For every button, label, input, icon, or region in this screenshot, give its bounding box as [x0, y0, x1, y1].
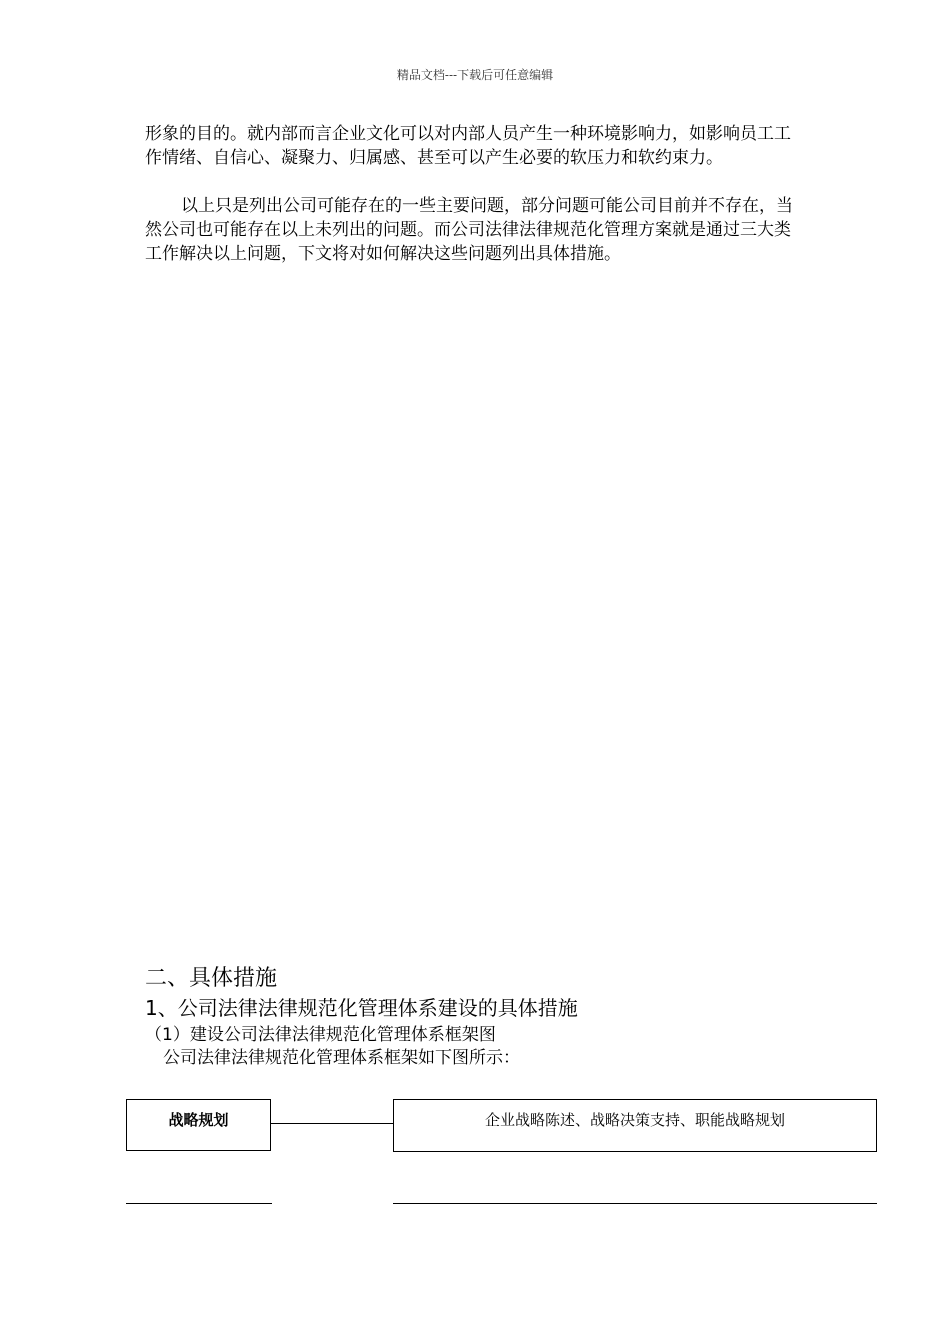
diagram-box-strategy	[126, 1099, 271, 1151]
section-subheading: 1、公司法律法律规范化管理体系建设的具体措施	[145, 996, 578, 1020]
section-item-heading: （1）建设公司法律法律规范化管理体系框架图	[145, 1025, 496, 1045]
paragraph-text: 形象的目的。就内部而言企业文化可以对内部人员产生一种环境影响力，如影响员工工作情绪、自信心、凝聚力、归属感、甚至可以产生必要的软压力和软约束力。	[145, 124, 791, 168]
paragraph-text: 以上只是列出公司可能存在的一些主要问题，部分问题可能公司目前并不存在，当然公司也可能存在以上未列出的问题。而公司法律法律规范化管理方案就是通过三大类工作解决以上问题，下文将对如何解决这些问题列出具体措施。	[145, 196, 793, 264]
body-paragraph-1	[145, 122, 797, 170]
diagram-box-label: 战略规划	[168, 1111, 229, 1129]
diagram-box-strategy-detail	[393, 1099, 877, 1152]
section-heading: 二、具体措施	[145, 966, 278, 991]
diagram-box-label: 企业战略陈述、战略决策支持、职能战略规划	[484, 1111, 785, 1129]
diagram-next-box-top-right	[393, 1203, 877, 1204]
body-paragraph-2	[145, 194, 797, 266]
page-header: 精品文档---下载后可任意编辑	[396, 68, 554, 82]
diagram-next-box-top-left	[126, 1203, 272, 1204]
diagram-connector-line	[271, 1123, 394, 1124]
diagram-intro-text: 公司法律法律规范化管理体系框架如下图所示：	[163, 1048, 520, 1068]
